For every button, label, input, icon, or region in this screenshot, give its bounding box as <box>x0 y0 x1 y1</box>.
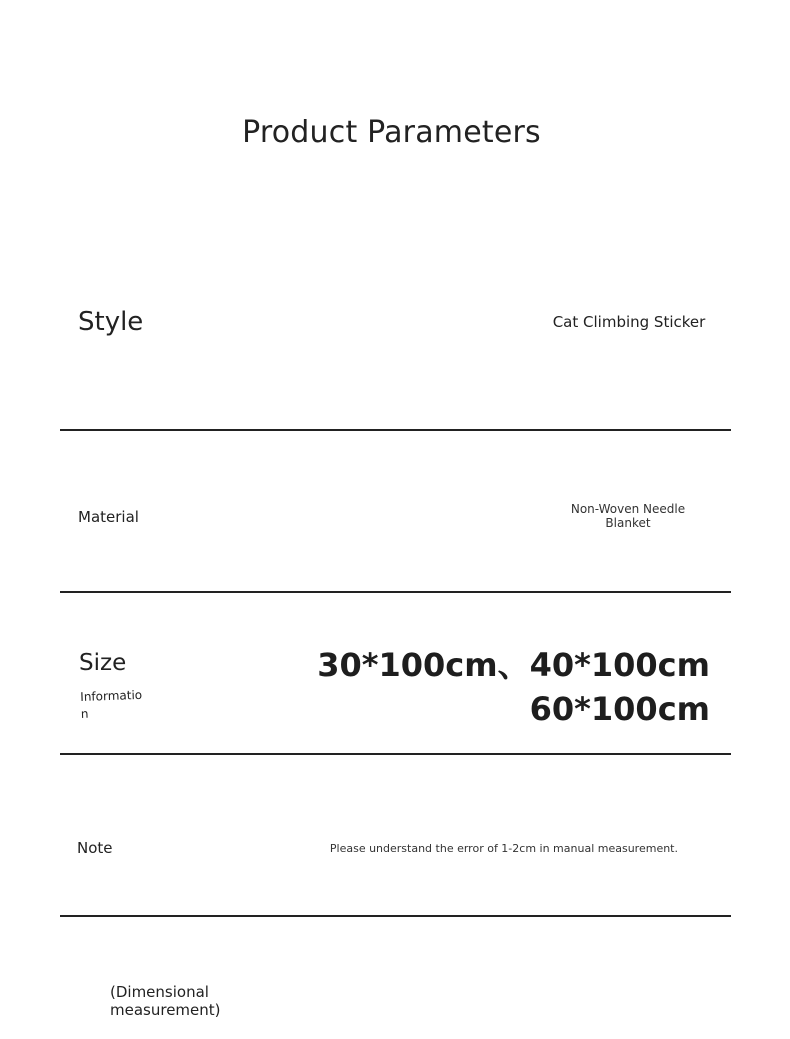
row-divider <box>60 429 731 431</box>
row-divider <box>60 753 731 755</box>
dimensional-measurement-line-2: measurement) <box>110 1001 221 1019</box>
size-value-line-2: 60*100cm <box>529 690 710 728</box>
material-value-line-2: Blanket <box>605 516 651 530</box>
dimensional-measurement-line-1: (Dimensional <box>110 983 209 1001</box>
note-value: Please understand the error of 1-2cm in manual measurement. <box>329 842 678 855</box>
size-sublabel: Information <box>80 687 143 721</box>
material-value-line-1: Non-Woven Needle <box>570 502 686 516</box>
row-divider <box>60 591 731 593</box>
size-label: Size <box>79 650 127 676</box>
size-value <box>310 643 710 731</box>
material-value <box>548 502 708 530</box>
style-label: Style <box>78 307 144 337</box>
dimensional-measurement-label <box>110 983 270 1019</box>
row-divider <box>60 915 731 917</box>
style-value: Cat Climbing Sticker <box>552 313 706 331</box>
material-label: Material <box>78 508 139 526</box>
note-label: Note <box>77 839 113 857</box>
size-value-line-1: 30*100cm、40*100cm <box>317 646 710 684</box>
page-title: Product Parameters <box>242 115 541 150</box>
